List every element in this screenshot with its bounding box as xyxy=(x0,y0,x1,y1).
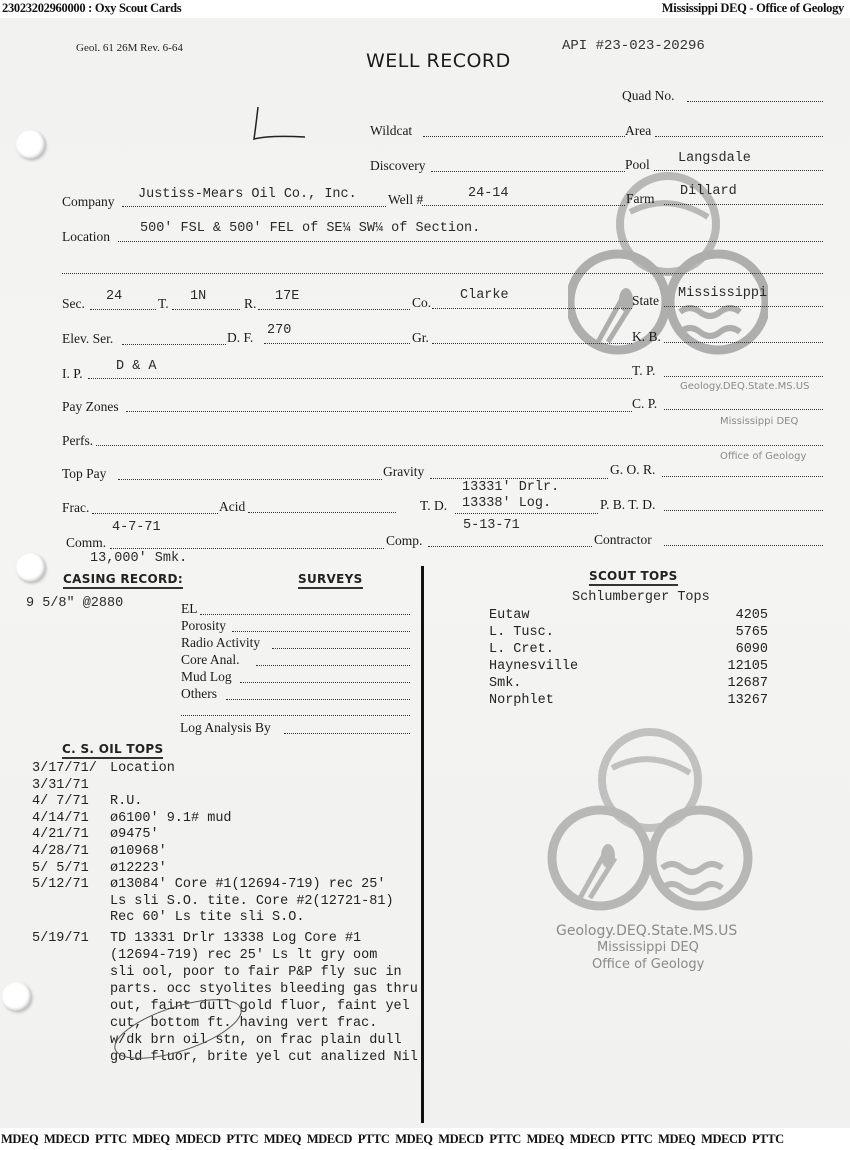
co-value: Clarke xyxy=(460,288,509,303)
ip-field[interactable] xyxy=(88,378,632,379)
discovery-field[interactable] xyxy=(431,171,625,172)
quad-no-label: Quad No. xyxy=(622,88,675,103)
log-analysis-by-field[interactable] xyxy=(284,733,410,734)
scout-top-row xyxy=(489,642,768,659)
survey-extra-field[interactable] xyxy=(181,715,410,716)
pbtd-label: P. B. T. D. xyxy=(600,497,656,512)
formation-depth: 5765 xyxy=(735,625,768,640)
survey-mud-log-label: Mud Log xyxy=(181,669,232,684)
scout-tops-subheading: Schlumberger Tops xyxy=(572,590,710,605)
formation-depth: 13267 xyxy=(727,693,768,708)
survey-mud-log-field[interactable] xyxy=(240,682,410,683)
location-field[interactable] xyxy=(118,241,823,242)
log-final-line: sli ool, poor to fair P&P fly suc in xyxy=(110,965,402,980)
formation-name: Norphlet xyxy=(489,693,554,708)
location-label: Location xyxy=(62,229,110,244)
oil-tops-heading: C. S. OIL TOPS xyxy=(62,742,164,756)
watermark-office: Office of Geology xyxy=(592,957,705,972)
survey-el-label: EL xyxy=(181,601,198,616)
frac-field[interactable] xyxy=(92,513,218,514)
td-label: T. D. xyxy=(420,498,448,513)
survey-radio-activity-label: Radio Activity xyxy=(181,635,261,650)
log-date: 3/17/71/ xyxy=(32,761,97,776)
well-no-label: Well # xyxy=(388,192,424,207)
state-label: State xyxy=(632,293,659,308)
elev-ser-field[interactable] xyxy=(122,344,226,345)
mdeq-logo-watermark-icon xyxy=(545,728,755,928)
well-no-field[interactable] xyxy=(422,205,625,206)
log-final-line: w/dk brn oil stn, on frac plain dull xyxy=(110,1033,402,1048)
scout-top-row xyxy=(489,659,768,676)
company-label: Company xyxy=(62,194,115,209)
acid-label: Acid xyxy=(219,499,246,514)
comm-value: 4-7-71 xyxy=(112,520,161,535)
comm-note-value: 13,000' Smk. xyxy=(90,551,188,566)
log-final-line: gold fluor, brite yel cut analized Nil xyxy=(110,1050,418,1065)
document-id: 23023202960000 : Oxy Scout Cards xyxy=(2,1,182,15)
scout-top-row xyxy=(489,693,768,710)
survey-core-anal-label: Core Anal. xyxy=(181,652,240,667)
handwritten-mark-text xyxy=(264,107,273,122)
gor-field[interactable] xyxy=(662,476,823,477)
comm-field[interactable] xyxy=(110,548,384,549)
log-final-line: (12694-719) rec 25' Ls lt gry oom xyxy=(110,948,378,963)
area-field[interactable] xyxy=(655,136,823,137)
kb-label: K. B. xyxy=(632,329,661,344)
discovery-label: Discovery xyxy=(370,158,426,173)
log-text: R.U. xyxy=(110,794,143,810)
gravity-field[interactable] xyxy=(430,478,608,479)
log-date: 4/28/71 xyxy=(32,844,89,859)
formation-depth: 12105 xyxy=(727,659,768,674)
gr-field[interactable] xyxy=(432,343,632,344)
log-text: ø10968' xyxy=(110,844,167,859)
formation-name: L. Cret. xyxy=(489,642,554,657)
contractor-field[interactable] xyxy=(664,545,823,546)
scout-top-row xyxy=(489,676,768,693)
log-final-line: parts. occ styolites bleeding gas thru xyxy=(110,982,418,997)
state-field[interactable] xyxy=(664,306,823,307)
log-analysis-by-label: Log Analysis By xyxy=(180,720,271,735)
formation-name: Eutaw xyxy=(489,608,530,623)
log-text: Location xyxy=(110,761,175,776)
ip-value: D & A xyxy=(116,359,157,374)
watermark-url: Geology.DEQ.State.MS.US xyxy=(556,923,738,939)
pbtd-field[interactable] xyxy=(664,510,823,511)
survey-others-label: Others xyxy=(181,686,217,701)
scout-tops-heading: SCOUT TOPS xyxy=(589,569,678,583)
elev-ser-label: Elev. Ser. xyxy=(62,331,114,346)
watermark-url: Geology.DEQ.State.MS.US xyxy=(680,381,810,392)
column-divider xyxy=(421,566,424,1123)
r-label: R. xyxy=(244,296,257,311)
pool-label: Pool xyxy=(625,157,650,172)
tp-field[interactable] xyxy=(664,376,823,377)
perfs-field[interactable] xyxy=(96,445,823,446)
top-pay-label: Top Pay xyxy=(62,466,107,481)
formation-name: Haynesville xyxy=(489,659,579,674)
survey-porosity-label: Porosity xyxy=(181,618,227,633)
log-date: 4/21/71 xyxy=(32,827,89,843)
co-field[interactable] xyxy=(432,308,632,309)
header-bar xyxy=(0,0,850,18)
well-no-value: 24-14 xyxy=(468,186,509,201)
watermark-office: Office of Geology xyxy=(720,451,807,462)
punch-hole-icon xyxy=(16,553,46,583)
company-field[interactable] xyxy=(122,206,386,207)
log-date: 5/ 5/71 xyxy=(32,860,89,876)
wildcat-label: Wildcat xyxy=(370,123,413,138)
gr-label: Gr. xyxy=(412,330,429,345)
log-continuation: Ls sli S.O. tite. Core #2(12721-81) xyxy=(110,893,394,909)
log-final-line: cut, bottom ft. having vert frac. xyxy=(110,1016,378,1031)
td-log-value: 13338' Log. xyxy=(462,496,552,511)
log-text: ø13084' Core #1(12694-719) rec 25' xyxy=(110,877,386,893)
gravity-label: Gravity xyxy=(383,464,425,479)
comp-field[interactable] xyxy=(428,546,592,547)
quad-no-field[interactable] xyxy=(687,101,823,102)
area-label: Area xyxy=(625,123,652,138)
frac-label: Frac. xyxy=(62,500,90,515)
df-field[interactable] xyxy=(264,343,410,344)
sec-field[interactable] xyxy=(90,309,156,310)
survey-radio-activity-field[interactable] xyxy=(272,648,410,649)
company-value: Justiss-Mears Oil Co., Inc. xyxy=(138,187,357,202)
t-value: 1N xyxy=(190,289,207,304)
page-title: WELL RECORD xyxy=(366,50,511,72)
gor-label: G. O. R. xyxy=(610,462,656,477)
formation-name: L. Tusc. xyxy=(489,625,554,640)
log-date: 4/14/71 xyxy=(32,810,89,826)
formation-name: Smk. xyxy=(489,676,522,691)
kb-field[interactable] xyxy=(664,342,823,343)
survey-core-anal-field[interactable] xyxy=(256,665,410,666)
td-field[interactable] xyxy=(455,513,598,514)
log-text: ø6100' 9.1# mud xyxy=(110,810,232,826)
ip-label: I. P. xyxy=(62,366,83,381)
cp-label: C. P. xyxy=(632,396,658,411)
punch-hole-icon xyxy=(16,130,46,160)
contractor-label: Contractor xyxy=(594,532,652,547)
survey-others-field[interactable] xyxy=(226,699,410,700)
log-final-line: out, faint dull gold fluor, faint yel xyxy=(110,999,410,1014)
t-label: T. xyxy=(158,296,169,311)
api-number: API #23-023-20296 xyxy=(562,38,705,54)
df-value: 270 xyxy=(267,323,292,338)
log-text: ø9475' xyxy=(110,827,159,843)
location-value: 500' FSL & 500' FEL of SE¼ SW¼ of Section. xyxy=(140,221,481,236)
log-date: 3/31/71 xyxy=(32,777,89,793)
formation-depth: 4205 xyxy=(735,608,768,623)
source-agency: Mississippi DEQ - Office of Geology xyxy=(661,1,844,15)
acid-field[interactable] xyxy=(248,512,396,513)
survey-el-field[interactable] xyxy=(200,614,410,615)
watermark-agency: Mississippi DEQ xyxy=(720,416,799,427)
punch-hole-icon xyxy=(2,982,32,1012)
handwritten-mark-icon xyxy=(250,105,310,145)
farm-label: Farm xyxy=(626,191,655,206)
farm-field[interactable] xyxy=(664,204,823,205)
cp-field[interactable] xyxy=(664,409,823,410)
co-label: Co. xyxy=(412,295,432,310)
r-value: 17E xyxy=(275,289,300,304)
tp-label: T. P. xyxy=(632,363,656,378)
survey-porosity-field[interactable] xyxy=(232,631,410,632)
casing-entry: 9 5/8" @2880 xyxy=(26,596,124,611)
footer-codes: MDEQ MDECD PTTC MDEQ MDECD PTTC MDEQ MDECD PTTC MDEQ MDECD PTTC MDEQ MDECD PTTC MDEQ MDECD PTTC xyxy=(1,1132,784,1146)
r-field[interactable] xyxy=(258,309,410,310)
wildcat-field[interactable] xyxy=(423,136,625,137)
watermark-agency: Mississippi DEQ xyxy=(597,940,699,955)
formation-depth: 6090 xyxy=(735,642,768,657)
scout-top-row xyxy=(489,625,768,642)
log-continuation: Rec 60' Ls tite sli S.O. xyxy=(110,910,305,926)
comp-label: Comp. xyxy=(386,533,423,548)
formation-depth: 12687 xyxy=(727,676,768,691)
pool-value: Langsdale xyxy=(678,151,751,166)
surveys-heading: SURVEYS xyxy=(298,572,363,586)
t-field[interactable] xyxy=(172,309,240,310)
comm-label: Comm. xyxy=(66,535,107,550)
sec-value: 24 xyxy=(106,289,123,304)
farm-value: Dillard xyxy=(680,184,737,199)
log-text: ø12223' xyxy=(110,860,167,876)
log-final-line: TD 13331 Drlr 13338 Log Core #1 xyxy=(110,931,362,946)
state-value: Mississippi xyxy=(678,286,768,301)
pay-zones-field[interactable] xyxy=(126,411,632,412)
top-pay-field[interactable] xyxy=(118,479,382,480)
scout-top-row xyxy=(489,608,768,625)
log-date: 4/ 7/71 xyxy=(32,794,89,810)
casing-record-heading: CASING RECORD: xyxy=(63,572,183,586)
td-drlr-value: 13331' Drlr. xyxy=(462,480,560,495)
handwritten-circle-annotation-icon xyxy=(108,994,248,1064)
log-date: 5/19/71 xyxy=(32,931,89,946)
form-number: Geol. 61 26M Rev. 6-64 xyxy=(76,42,183,54)
handwritten-mark xyxy=(250,105,310,145)
df-label: D. F. xyxy=(227,330,254,345)
perfs-label: Perfs. xyxy=(62,433,94,448)
comp-value: 5-13-71 xyxy=(463,518,520,533)
pool-field[interactable] xyxy=(654,170,823,171)
location-field-line-2[interactable] xyxy=(62,273,823,274)
sec-label: Sec. xyxy=(62,296,85,311)
log-date: 5/12/71 xyxy=(32,877,89,893)
pay-zones-label: Pay Zones xyxy=(62,399,119,414)
footer-bar xyxy=(0,1130,850,1150)
